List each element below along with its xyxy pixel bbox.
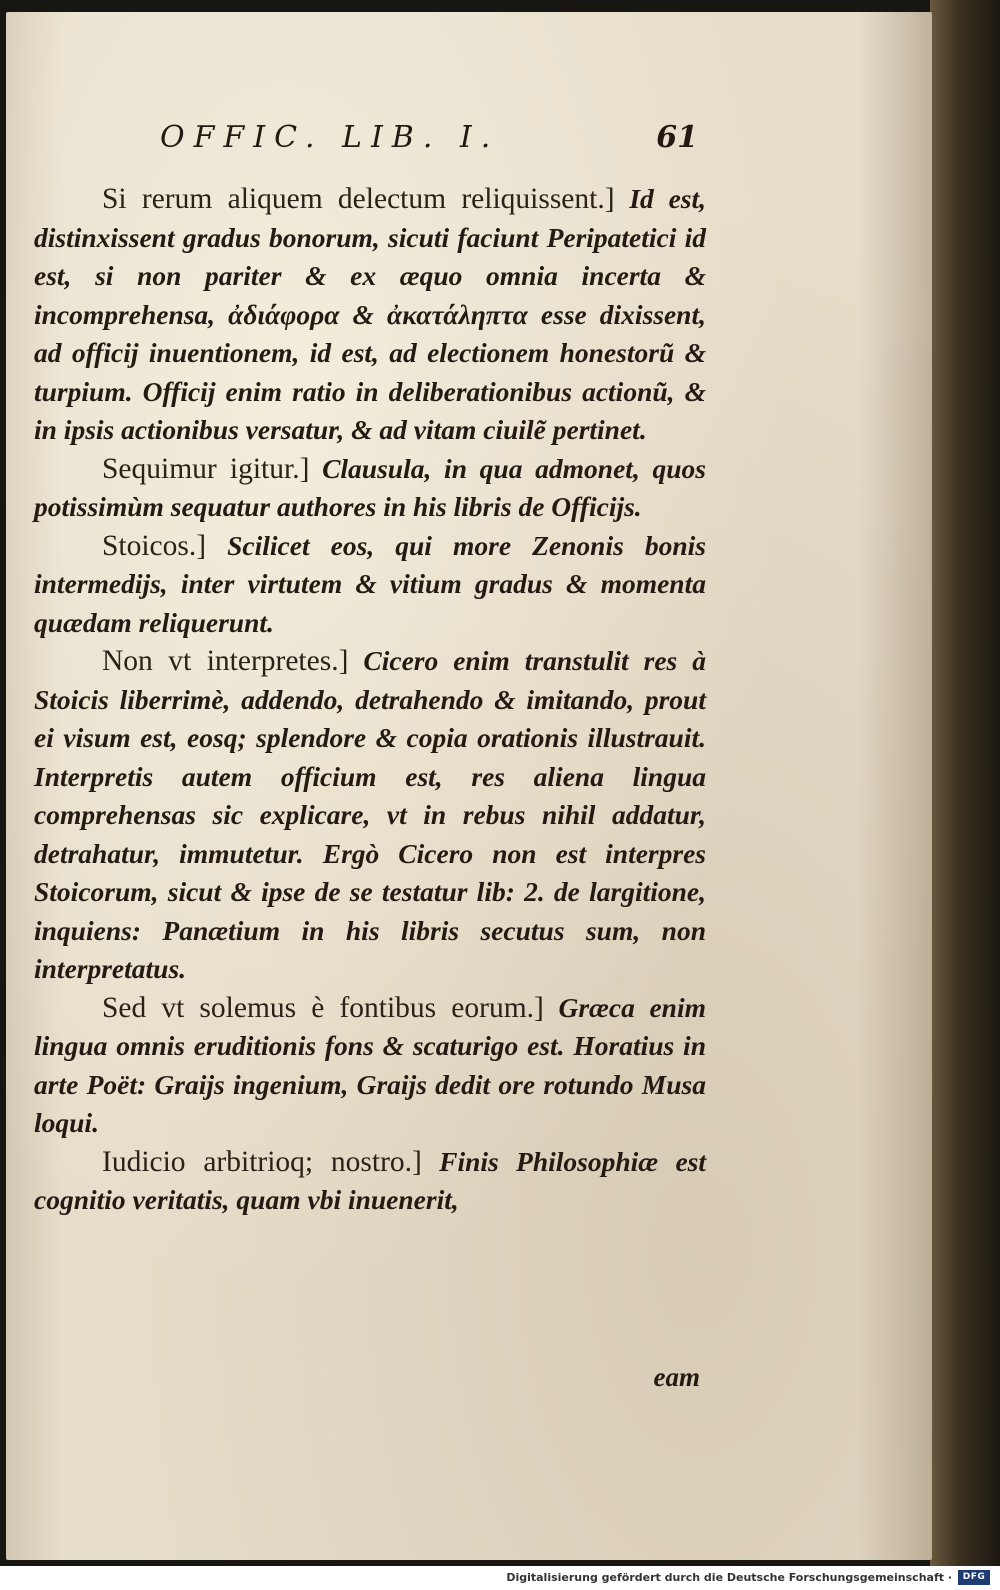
gloss: Græca enim lingua omnis eruditionis fons & scaturigo est. Horatius in arte Poët: Graijs ingenium, Graijs dedit ore rotundo Musa loqui. [34, 991, 706, 1138]
funding-credit: Digitalisierung gefördert durch die Deutsche Forschungsgemeinschaft · [506, 1571, 952, 1584]
lemma: Iudicio arbitrioq; nostro.] [102, 1145, 422, 1178]
gloss: Finis Philosophiæ est cognitio veritatis, quam vbi inuenerit, [34, 1145, 706, 1215]
gloss: Clausula, in qua admonet, quos potissimùm sequatur authores in his libris de Officijs. [34, 452, 706, 522]
lemma: Si rerum aliquem delectum reliquissent.] [102, 183, 615, 215]
lemma: Sed vt solemus è fontibus eorum.] [102, 991, 544, 1024]
commentary-paragraph [34, 1143, 706, 1220]
dfg-logo: DFG [958, 1570, 990, 1585]
commentary-paragraph [34, 989, 706, 1143]
gloss: Scilicet eos, qui more Zenonis bonis intermedijs, inter virtutem & vitium gradus & momenta quædam reliquerunt. [34, 529, 706, 638]
commentary-paragraph [34, 527, 706, 643]
lemma: Sequimur igitur.] [102, 452, 310, 485]
page-number: 61 [656, 120, 698, 155]
lemma: Stoicos.] [102, 529, 207, 562]
running-title: OFFIC. LIB. I. [160, 120, 500, 155]
gloss: Cicero enim transtulit res à Stoicis liberrimè, addendo, detrahendo & imitando, prout ei visum est, eosq; splendore & copia orationis illustrauit. Interpretis autem officium est, res aliena lingua comprehensas sic explicare, vt in rebus nihil addatur, detrahatur, immutetur. Ergò Cicero non est interpres Stoicorum, sicut & ipse de se testatur lib: 2. de largitione, inquiens: Panætium in his libris secutus sum, non interpretatus. [34, 645, 706, 984]
book-edge [930, 0, 1000, 1566]
page-header [160, 112, 698, 162]
commentary-text [34, 180, 706, 1220]
commentary-paragraph [34, 180, 706, 450]
lemma: Non vt interpretes.] [102, 645, 349, 677]
catchword: eam [653, 1362, 700, 1392]
commentary-paragraph [34, 642, 706, 989]
commentary-paragraph [34, 450, 706, 527]
gloss: Id est, distinxissent gradus bonorum, sicuti faciunt Peripatetici id est, si non pariter & ex æquo omnia incerta & incomprehensa, ἀδιάφορα & ἀκατάληπτα esse dixissent, ad officij inuentionem, id est, ad electionem honestorũ & turpium. Officij enim ratio in deliberationibus actionũ, & in ipsis actionibus versatur, & ad vitam ciuilẽ pertinet. [34, 183, 707, 445]
footer-bar [0, 1566, 1000, 1590]
